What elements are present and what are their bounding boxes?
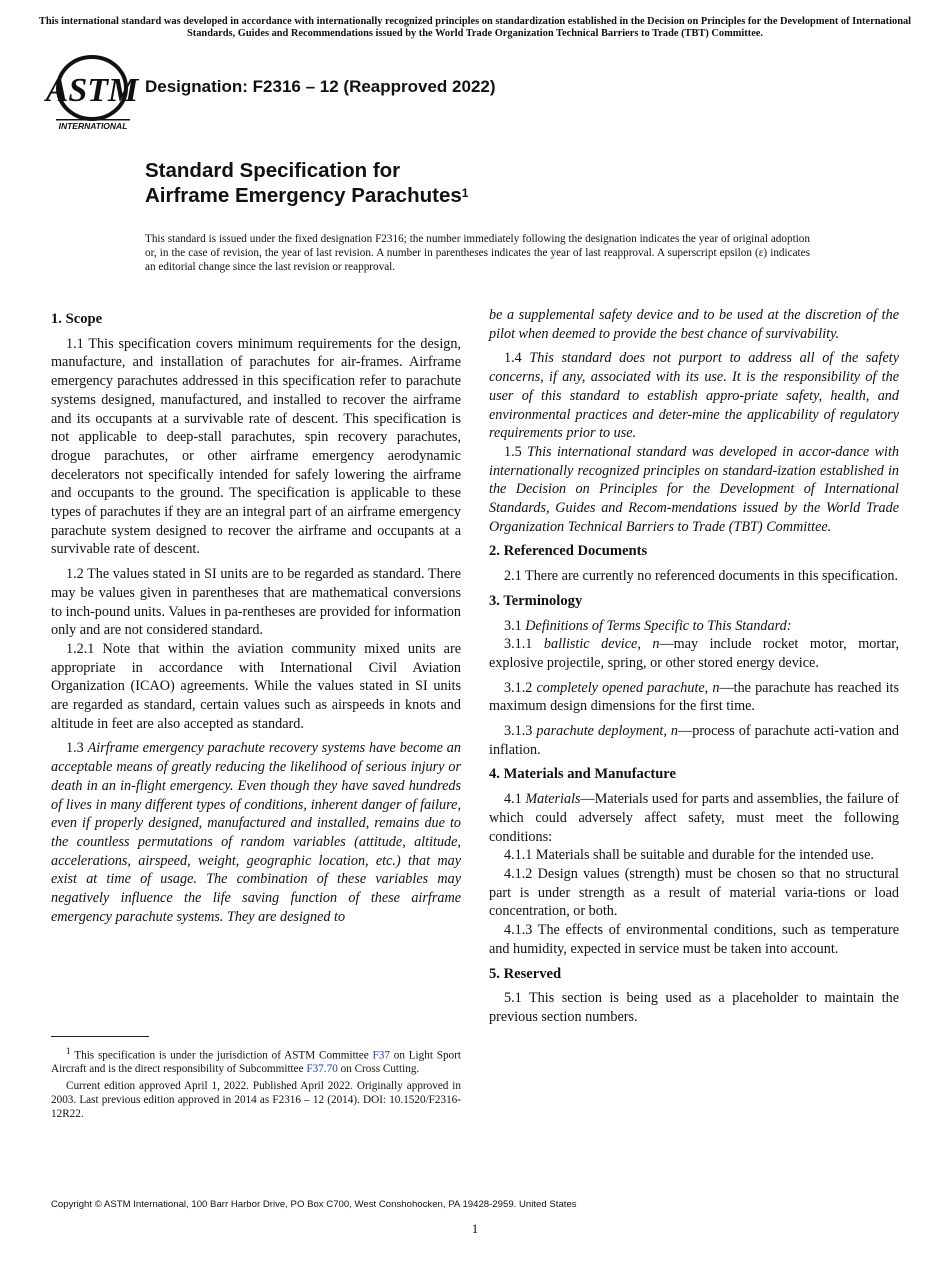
paragraph-3-1: 3.1 Definitions of Terms Specific to This Standard: [504,617,792,634]
title-footnote-mark: 1 [461,186,469,200]
definition-ballistic-device: 3.1.1 ballistic device, n—may include rocket motor, mortar, explosive projectile, spring, or other stored energy device. [489,636,899,671]
footnote-divider [51,1036,149,1037]
page-number: 1 [471,1221,479,1236]
section-heading-materials: 4. Materials and Manufacture [489,766,676,783]
committee-f37-link[interactable]: F37 [372,1049,390,1062]
paragraph-1-5: 1.5 This international standard was developed in accor-dance with internationally recognized principles on standard-ization established in the Decision on Principles for the Development of International Standards, Guides and Recom-mendations issued by the World Trade Organization Technical Barriers to Trade (TBT) Committee. [489,443,899,535]
issued-note: This standard is issued under the fixed designation F2316; the number immediately following the designation indicates the year of original adoption or, in the case of revision, the year of last revision. A number in parentheses indicates the year of last reapproval. A superscript epsilon (ε) indicates an editorial change since the last revision or reapproval. [145,233,810,273]
definition-parachute-deployment: 3.1.3 parachute deployment, n—process of parachute acti-vation and inflation. [489,723,899,758]
paragraph-4-1: 4.1 Materials—Materials used for parts and assemblies, the failure of which could adversely affect safety, must meet the following conditions: [489,791,900,845]
section-heading-scope: 1. Scope [51,311,103,327]
paragraph-5-1: 5.1 This section is being used as a placeholder to maintain the previous section numbers. [489,990,899,1025]
top-notice: This international standard was developed in accordance with internationally recognized principles on standardization established in the Decision on Principles for the Development of International Standards, Guides and Recommendations issued by the World Trade Organization Technical Barriers to Trade (TBT) Committee. [38,16,912,39]
paragraph-1-2-1: 1.2.1 Note that within the aviation community mixed units are appropriate in accordance with International Civil Aviation Organization (ICAO) agreements. While the values stated in SI units are regarded as standard, certain values such as airspeeds in knots and altitude in feet are also accepted as standard. [51,640,461,732]
paragraph-1-3-continued: be a supplemental safety device and to be used at the discretion of the pilot when deemed to provide the best chance of survivability. [489,307,899,342]
paragraph-4-1-1: 4.1.1 Materials shall be suitable and durable for the intended use. [504,847,874,864]
footnote-1: $^1$ This specification is under the jurisdiction of ASTM Committee F37 on Light Sport Aircraft and is the direct responsibility of Subcommittee F37.70 on Cross Cutting. [51,1047,461,1076]
definition-completely-opened-parachute: 3.1.2 completely opened parachute, n—the parachute has reached its maximum design dimensions for the first time. [489,679,900,715]
paragraph-4-1-3: 4.1.3 The effects of environmental conditions, such as temperature and humidity, expected in service must be taken into account. [489,922,899,957]
paragraph-1-3: 1.3 Airframe emergency parachute recovery systems have become an acceptable means of greatly reducing the likelihood of serious injury or death in an in-flight emergency. Even though they have saved hundreds of lives in many different types of conditions, inherent danger of failure, even if properly designed, manufactured and installed, remains due to the countless permutations of random variables (attitude, altitude, accelerations, airspeed, weight, geographic location, etc.) that may exist at time of usage. The combination of these variables may negatively influence the life saving function of these airframe emergency parachute systems. They are designed to [51,740,461,925]
logo-label: INTERNATIONAL [58,121,128,131]
paragraph-1-2: 1.2 The values stated in SI units are to be regarded as standard. There may be values given in parentheses that are mathematical conversions to inch-pound units. Values in pa-rentheses are provided for information only and are not considered standard. [51,566,461,639]
title-line-2: Airframe Emergency Parachutes [145,184,462,207]
paragraph-1-4: 1.4 This standard does not purport to address all of the safety concerns, if any, associated with its use. It is the responsibility of the user of this standard to establish appro-priate safety, health, and environmental practices and deter-mine the applicability of regulatory requirements prior to use. [489,350,899,442]
designation: Designation: F2316 – 12 (Reapproved 2022) [145,77,496,96]
svg-text:ASTM: ASTM [45,72,139,109]
paragraph-2-1: 2.1 There are currently no referenced documents in this specification. [504,568,899,585]
section-heading-terminology: 3. Terminology [489,592,583,609]
document-title [145,158,468,208]
section-heading-reserved: 5. Reserved [489,965,562,982]
right-column [489,306,899,1033]
astm-logo [45,54,139,132]
subcommittee-f37-70-link[interactable]: F37.70 [306,1063,338,1076]
footnote-edition: Current edition approved April 1, 2022. Published April 2022. Originally approved in 2003. Last previous edition approved in 2014 as F2316 – 12 (2014). DOI: 10.1520/F2316-12R22. [51,1080,461,1120]
section-heading-referenced-documents: 2. Referenced Documents [489,543,648,560]
paragraph-1-1: 1.1 This specification covers minimum requirements for the design, manufacture, and installation of parachutes for air-frames. Airframe emergency parachutes addressed in this specification refer to parachute systems designed, manufactured, and installed to recover the airframe and its occupants at a survivable rate of descent. This specification is not applicable to deep-stall parachutes, spin recovery parachutes, drogue parachutes, or other airframe emergency aerodynamic decelerators not specifically intended for safely lowering the airframe and occupants to the ground. The specification is applicable to these types of parachutes if they are an integral part of an airframe emergency parachute system designed to recover the airframe and occupants at a survivable rate of descent. [51,335,461,558]
copyright-notice: Copyright © ASTM International, 100 Barr Harbor Drive, PO Box C700, West Conshohocken, PA 19428-2959. United States [51,1199,577,1210]
footnotes [51,1046,461,1124]
left-column [51,306,461,933]
paragraph-4-1-2: 4.1.2 Design values (strength) must be chosen so that no structural part is under strength as a result of material varia-tions or load concentration, or both. [489,865,899,920]
title-line-1: Standard Specification for [145,159,401,182]
